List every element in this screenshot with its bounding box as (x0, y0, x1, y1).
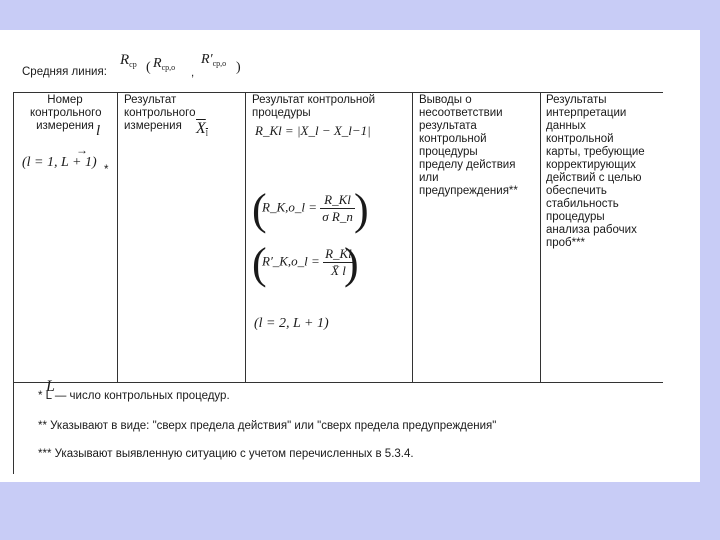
paren-formula-3-close: ) (344, 239, 359, 288)
footnote-3: *** Указывают выявленную ситуацию с учетом перечисленных в 5.3.4. (38, 448, 414, 460)
mean-line-label: Средняя линия: (22, 66, 107, 78)
mean-line-alt-symbol-2: $R'_{ср,о}$ (201, 52, 227, 68)
mean-line-alt-symbol-1: $R_{ср,о}$ (153, 56, 176, 72)
table-bottom-rule (13, 382, 663, 383)
paren-formula-3-open: ( (252, 239, 267, 288)
close-paren: ) (236, 60, 241, 75)
measurement-symbol: $X_l$ (196, 120, 209, 138)
paren-formula-2-close: ) (354, 185, 369, 234)
mean-line-symbol: $R_{ср}$ (120, 52, 137, 69)
procedure-formula-1: R_Кl = |X_l − X_l−1| (255, 123, 371, 138)
heading-separator: , (191, 67, 195, 79)
col-header-interpretation: Результаты интерпретации данных контрольной карты, требующие корректирующих действий с целью обеспечить стабильность процедуры анализа рабочих проб*** (546, 94, 645, 249)
paren-formula-2-open: ( (252, 185, 267, 234)
procedure-formula-2: R_К,о_l = $\frac{R\_Кl}{\text{σ R\_n}}$ (262, 192, 353, 224)
footnote-2: ** Указывают в виде: "сверх предела действия" или "сверх предела предупреждения" (38, 420, 497, 432)
col-divider-2 (245, 92, 246, 382)
index-range: (l = 1, L + 1) (22, 155, 97, 170)
footnote-symbol-L: L (46, 378, 55, 395)
document-page (0, 30, 700, 482)
arrow-symbol: → (76, 143, 88, 157)
footnote-1: * L — число контрольных процедур. (38, 390, 230, 402)
col-header-procedure-result: Результат контрольной процедуры (252, 94, 376, 119)
table-left-edge (13, 92, 14, 474)
col-divider-4 (540, 92, 541, 382)
procedure-index-range: (l = 2, L + 1) (254, 316, 329, 331)
procedure-formula-3: R′_К,о_l = $\frac{R\_Кl}{X̄ l}$ (262, 246, 352, 278)
col-header-measurement-number: Номер контрольного измерения (30, 94, 102, 132)
col1-footnote-mark: * (104, 164, 109, 176)
col-divider-3 (412, 92, 413, 382)
col-divider-1 (117, 92, 118, 382)
col-header-measurement-result: Результат контрольного измерения (124, 94, 196, 132)
table-top-rule (13, 92, 663, 93)
index-symbol-l: l (96, 123, 101, 139)
col-header-conclusions: Выводы о несоответствии результата контрольной процедуры пределу действия или предупреждения** (419, 94, 518, 197)
open-paren: ( (146, 60, 151, 75)
